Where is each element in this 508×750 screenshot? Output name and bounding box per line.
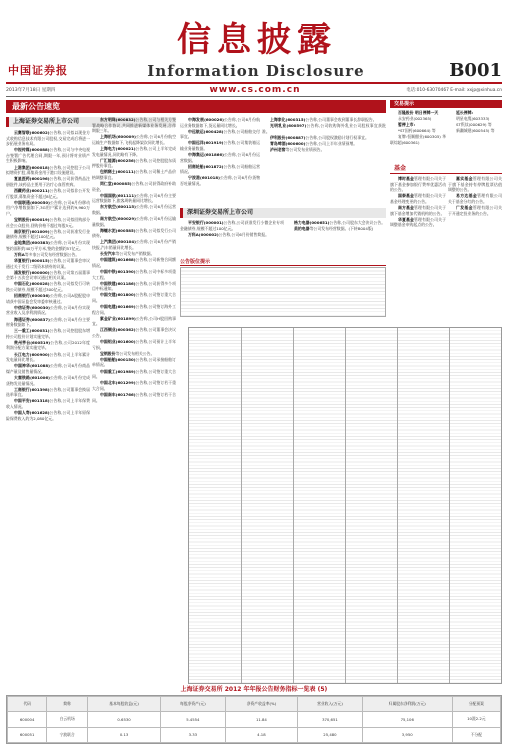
- cell: 370,651: [298, 712, 363, 727]
- th-dividend: 分配预案: [452, 697, 500, 712]
- financial-table-title: 上海证券交易所 2012 年年报公告财务指标一览表 (5): [180, 686, 328, 693]
- cell: 4.18: [225, 727, 298, 742]
- table-col-divider: [293, 328, 294, 683]
- th-profit: 归属股东净利润(万元): [362, 697, 452, 712]
- trading-tips-title: 交易提示: [390, 100, 502, 108]
- cell: 600004: [8, 712, 47, 727]
- th-revenue: 营业收入(万元): [298, 697, 363, 712]
- cell: 0.13: [88, 727, 161, 742]
- cell: 11.84: [225, 712, 298, 727]
- cell: 宁波联合: [47, 727, 88, 742]
- fund-column-left: 博时基金管理有限公司关于旗下基金参加银行费率优惠活动的公告。 国泰基金管理有限公司关于基金经理变更的公告。 南方基金管理有限公司关于旗下基金增加代销机构的公告。 华夏基金管理有限公司关于调整基金申购起点的公告。: [390, 176, 446, 228]
- cell: 75,106: [362, 712, 452, 727]
- extended-halt-label: 延长停牌:: [456, 110, 474, 115]
- column-2: 东方明珠(600832)公告称,公司与相关方签署战略合作协议,共同推进新媒体业务发展,合作期限三年。 上海机场(600009)公告称,公司6月份航空运输生产数据如下,飞机起降架次同比增长。 上海电力(600021)公告称,公司上半年完成发电量情况,同比略有下降。 广汇能源(600256)公告称,公司控股股东质押股份事宜。 包钢稀土(600111)公告称,公司稀土产品价格调整事宜。 同仁堂(600085)公告称,公司获得政府补助资金。 中国国航(601111)公告称,公司6月份主要运营数据如下,旅客周转量同比增长。 东方航空(600115)公告称,公司6月份运营数据。 南方航空(600029)公告称,公司6月份运输量数据。 海螺水泥(600585)公告称,公司拟发行公司债券。 上汽集团(600104)公告称,公司6月份产销快报,汽车销量同比增长。 长安汽车等公司发布产销数据。 中国建筑(601668)公告称,公司新签合同额情况。 中国中铁(601390)公告称,公司中标多项重大工程。 中国铁建(601186)公告称,公司获得多个项目中标通知。 中国交建(601800)公告称,公司签订重大合同。 中国电建(601669)公告称,公司签订海外工程合同。 紫金矿业(601899)公告称,公司H股回购事宜。 江西铜业(600362)公告称,公司董事会决议公告。 中国铝业(601600)公告称,公司预计上半年亏损。 宝钢股份等公司发布相关公告。 中国船舶(600150)公告称,公司承接船舶订单情况。 中国重工(601989)公告称,公司签订重大合同。 中国北车(601299)公告称,公司签订若干重大合同。 中国南车(601766)公告称,公司签订若干合同。: [92, 117, 176, 403]
- th-code: 代码: [8, 697, 47, 712]
- header-rule-thin: [6, 96, 502, 97]
- column-3-top: 中海发展(600026)公告称,公司6月份航运业务数据如下,货运量同比增长。 中远航运(600428)公告称,公司船舶交付事宜。 中国远洋(601919)公告称,公司集装箱运输业务量数据。 中海集运(601866)公告称,公司6月份运营数据。 招商轮船(601872)公告称,公司船舶运营情况。 宁波港(601018)公告称,公司6月份货物吞吐量情况。: [180, 117, 260, 187]
- website-link[interactable]: www.cs.com.cn: [209, 85, 301, 95]
- page-code: B001: [449, 60, 502, 81]
- trading-tips-left: 百隆股份 明日停牌一天 永安药业(002365) 暂停上市: *ST国药(600664) 等 复牌:恒顺醋业(600305) 华联综超(600361): [390, 110, 446, 145]
- section-title-en: Information Disclosure: [147, 62, 365, 80]
- column-shenzhen-a: 平安银行(000001)公告称,公司获准发行小微企业专项金融债券,规模不超过100亿元。 万科A(000002)公告称,公司6月份销售简报。: [180, 220, 284, 237]
- th-roe: 净资产收益率(%): [225, 697, 298, 712]
- cell: 0.6530: [88, 712, 161, 727]
- cell: 10派2.2元: [452, 712, 500, 727]
- table-col-divider: [397, 328, 398, 683]
- table-col-divider: [241, 328, 242, 683]
- shenzhen-subheader: 深圳证券交易所上市公司: [180, 208, 386, 218]
- bulletin-index-table: [180, 267, 386, 317]
- cell: 白云机场: [47, 712, 88, 727]
- bulletin-table-grid: [188, 327, 502, 684]
- table-col-divider: [449, 328, 450, 683]
- cell: 5.4554: [161, 712, 226, 727]
- fund-column-right: 嘉实基金管理有限公司关于旗下基金持有停牌股票估值调整的公告。 易方达基金管理有限公司关于基金分红的公告。 广发基金管理有限公司关于开通定投业务的公告。: [448, 176, 502, 216]
- contact-line: 电话:010-63070467 E-mail: xxjp@xinhua.cn: [406, 88, 502, 93]
- shanghai-subheader: 上海证券交易所上市公司: [6, 117, 176, 127]
- newspaper-logo: 中国证券报: [8, 64, 68, 77]
- column-1: 云赛智联(600602)公告称,公司拟以现金方式收购信息技术有限公司股权,交易完成后将进一步拓展业务布局。 中视传媒(600088)公告称,公司与中央电视台签署广告代理合同,期限一年,预计将对业绩产生积极影响。 上港集团(600018)公告称,公司控股子公司拟增资扩股,募集资金用于港口设施建设。 复星医药(600196)公告称,公司获得药品注册批件,该药品主要用于治疗心血管疾病。 西藏药业(600211)公告称,公司拟非公开发行股票,募集资金不超过8亿元。 中国联通(600050)公告称,公司6月份移动用户净增数据如下,3G用户累计达到约9,960万户。 宝钢股份(600019)公告称,公司拟回购部分社会公众股份,回购价格不超过每股5元。 南京银行(601009)公告称,公司获准发行金融债券,规模不超过100亿元。 金地集团(600383)公告称,公司6月份实现签约面积约40万平方米,签约金额约57亿元。 万科A等多家公司发布经营数据公告。 华夏银行(600015)公告称,公司董事会审议通过关于发行二级资本债券的议案。 浦发银行(600000)公告称,公司第五届董事会第十五次会议审议通过相关议案。 中国石化(600028)公告称,公司拟发行可转换公司债券,规模不超过300亿元。 招商银行(600036)公告称,公司A股配股申请获中国证监会发审委审核通过。 中信证券(600030)公告称,公司6月份实现营业收入及净利润情况。 海通证券(600837)公告称,公司6月份主要财务数据如下。 三一重工(600031)公告称,公司控股股东增持公司股份计划实施完毕。 贵州茅台(600519)公告称,公司2012年度利润分配方案实施完毕。 长江电力(600900)公告称,公司上半年累计发电量同比增长。 中国神华(601088)公告称,公司6月份商品煤产量及销售量情况。 大秦铁路(601006)公告称,公司6月份完成货物发送量情况。 工商银行(601398)公告称,公司董事会换届选举事宜。 中国平安(601318)公告称,公司上半年保费收入情况。 中国人寿(601628)公告称,公司上半年原保险保费收入约为2,080亿元。: [6, 130, 90, 421]
- th-nav: 每股净资产(元): [161, 697, 226, 712]
- news-bar-title: 最新公告速览: [12, 102, 60, 111]
- trading-tips-right: 延长停牌: 明星电缆(603333) ST钒钛(000629) 等 新疆城建(600545) 等: [456, 110, 495, 134]
- cell: 600051: [8, 727, 47, 742]
- section-title-cn: 信息披露: [177, 20, 337, 60]
- cell: 3,950: [362, 727, 452, 742]
- date-line: 2013年7月18日 星期四: [6, 88, 56, 93]
- suspension-label: 暂停上市:: [398, 122, 416, 128]
- cell: 25,480: [298, 727, 363, 742]
- bulletin-index-title: 公告版位提示: [180, 258, 386, 266]
- financial-table: [6, 695, 502, 744]
- column-shenzhen-b: 格力电器(000651)公告称,公司股东大会决议公告。 美的电器等公司发布经营数据。(下转B004版): [294, 220, 386, 232]
- column-4-top: 上海家化(600315)公告称,公司董事会收到董事长辞职报告。 光明乳业(600597)公告称,公司收购海外乳业公司股权事宜获批准。 伊利股份(600887)公告称,公司股权激励计划行权事宜。 青岛啤酒(600600)公告称,公司上半年业绩预增。 泸州老窖等公司发布业绩预告。: [262, 117, 386, 152]
- th-eps: 基本每股收益(元): [88, 697, 161, 712]
- cell: 不分配: [452, 727, 500, 742]
- th-name: 简称: [47, 697, 88, 712]
- fund-section-title: 基金: [390, 164, 502, 174]
- halt-notice: 百隆股份 明日停牌一天: [398, 110, 439, 115]
- table-col-divider: [345, 328, 346, 683]
- cell: 3.33: [161, 727, 226, 742]
